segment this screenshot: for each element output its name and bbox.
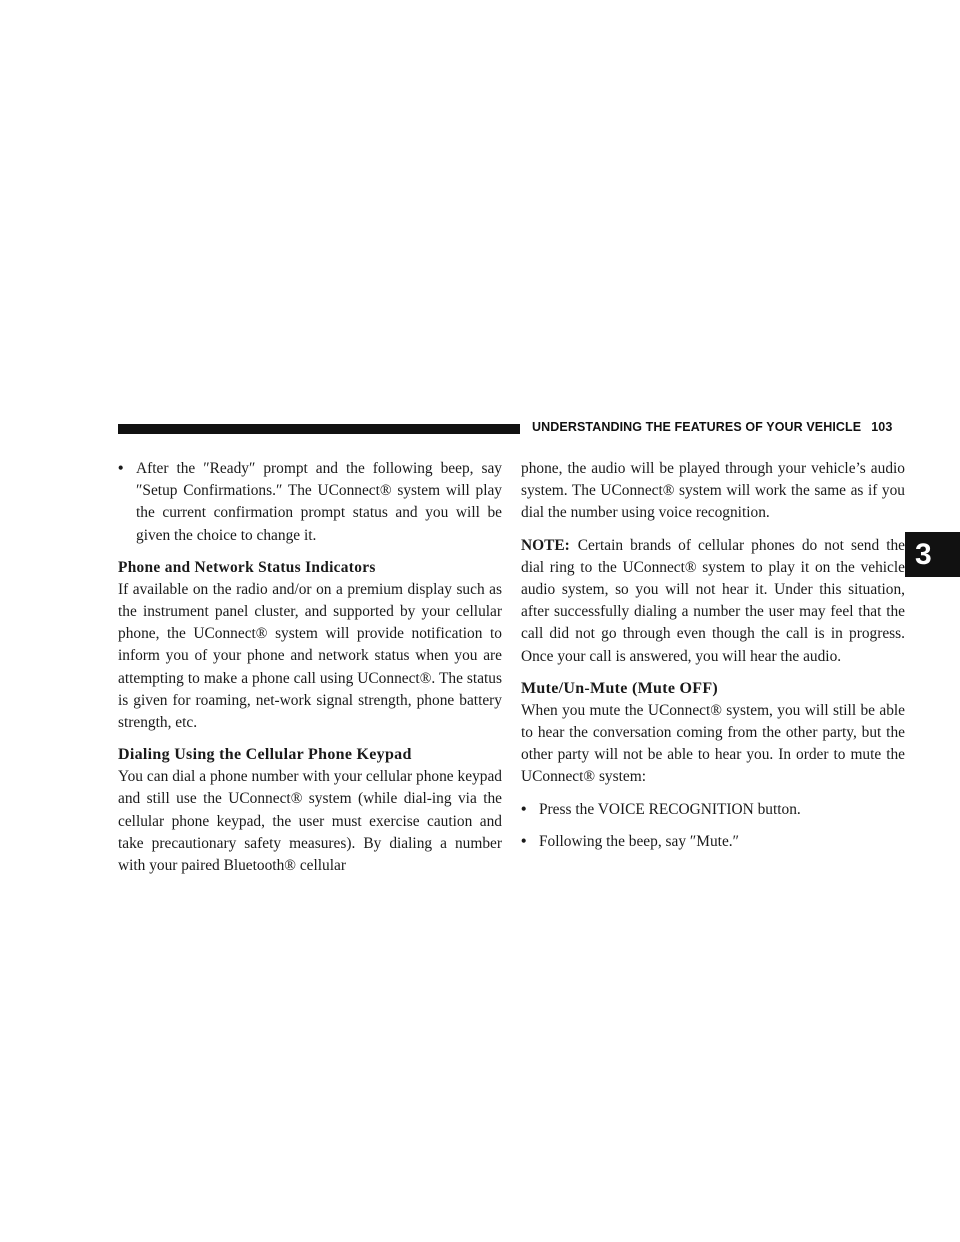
- bullet-icon: •: [521, 832, 527, 850]
- bullet-icon: •: [521, 800, 527, 818]
- right-column: [521, 458, 905, 863]
- page-number: 103: [871, 420, 893, 434]
- section-heading-dialing-keypad: Dialing Using the Cellular Phone Keypad: [118, 746, 412, 764]
- bullet-text: Press the VOICE RECOGNITION button.: [539, 800, 801, 818]
- header-rule: [118, 424, 520, 434]
- left-column: [118, 458, 502, 887]
- section-body-mute: When you mute the UConnect® system, you will still be able to hear the conversation coming from the other party, but the other party will not be able to hear you. In order to mute the UConnect® system:: [521, 701, 905, 786]
- list-item: [118, 458, 502, 547]
- note-body: Certain brands of cellular phones do not send the dial ring to the UConnect® system to play it on the vehicle audio system, so you will not hear it. Under this situation, after successfully dialing a number the user may feel that the call did not go through even though the call is in progress. Once your call is answered, you will hear the audio.: [521, 536, 905, 665]
- bullet-text: After the ″Ready″ prompt and the following beep, say ″Setup Confirmations.″ The UConnect® system will play the current confirmation prompt status and you will be given the choice to change it.: [136, 460, 502, 544]
- list-item: [521, 799, 905, 821]
- bullet-icon: •: [118, 460, 124, 477]
- header-title: UNDERSTANDING THE FEATURES OF YOUR VEHICLE: [532, 420, 862, 434]
- note-paragraph: [521, 535, 905, 668]
- list-item: [521, 831, 905, 853]
- section-heading-mute: Mute/Un-Mute (Mute OFF): [521, 679, 719, 697]
- section-body-dialing-keypad: You can dial a phone number with your cellular phone keypad and still use the UConnect® system (while dial-ing via the cellular phone keypad, the user must exercise caution and take precautionary safety measures). By dialing a number with your paired Bluetooth® cellular: [118, 768, 502, 875]
- note-label: NOTE:: [521, 536, 570, 554]
- running-header: [532, 420, 892, 434]
- continued-paragraph: phone, the audio will be played through your vehicle’s audio system. The UConnect® system will work the same as if you dial the number using voice recognition.: [521, 460, 905, 522]
- chapter-tab: 3: [905, 532, 960, 577]
- section-body-status-indicators: If available on the radio and/or on a premium display such as the instrument panel cluster, and supported by your cellular phone, the UConnect® system will provide notification to inform you of your phone and network status when you are attempting to make a phone call using UConnect®. The status is given for roaming, net-work signal strength, phone battery strength, etc.: [118, 580, 502, 732]
- section-heading-status-indicators: Phone and Network Status Indicators: [118, 558, 376, 576]
- bullet-text: Following the beep, say ″Mute.″: [539, 832, 740, 850]
